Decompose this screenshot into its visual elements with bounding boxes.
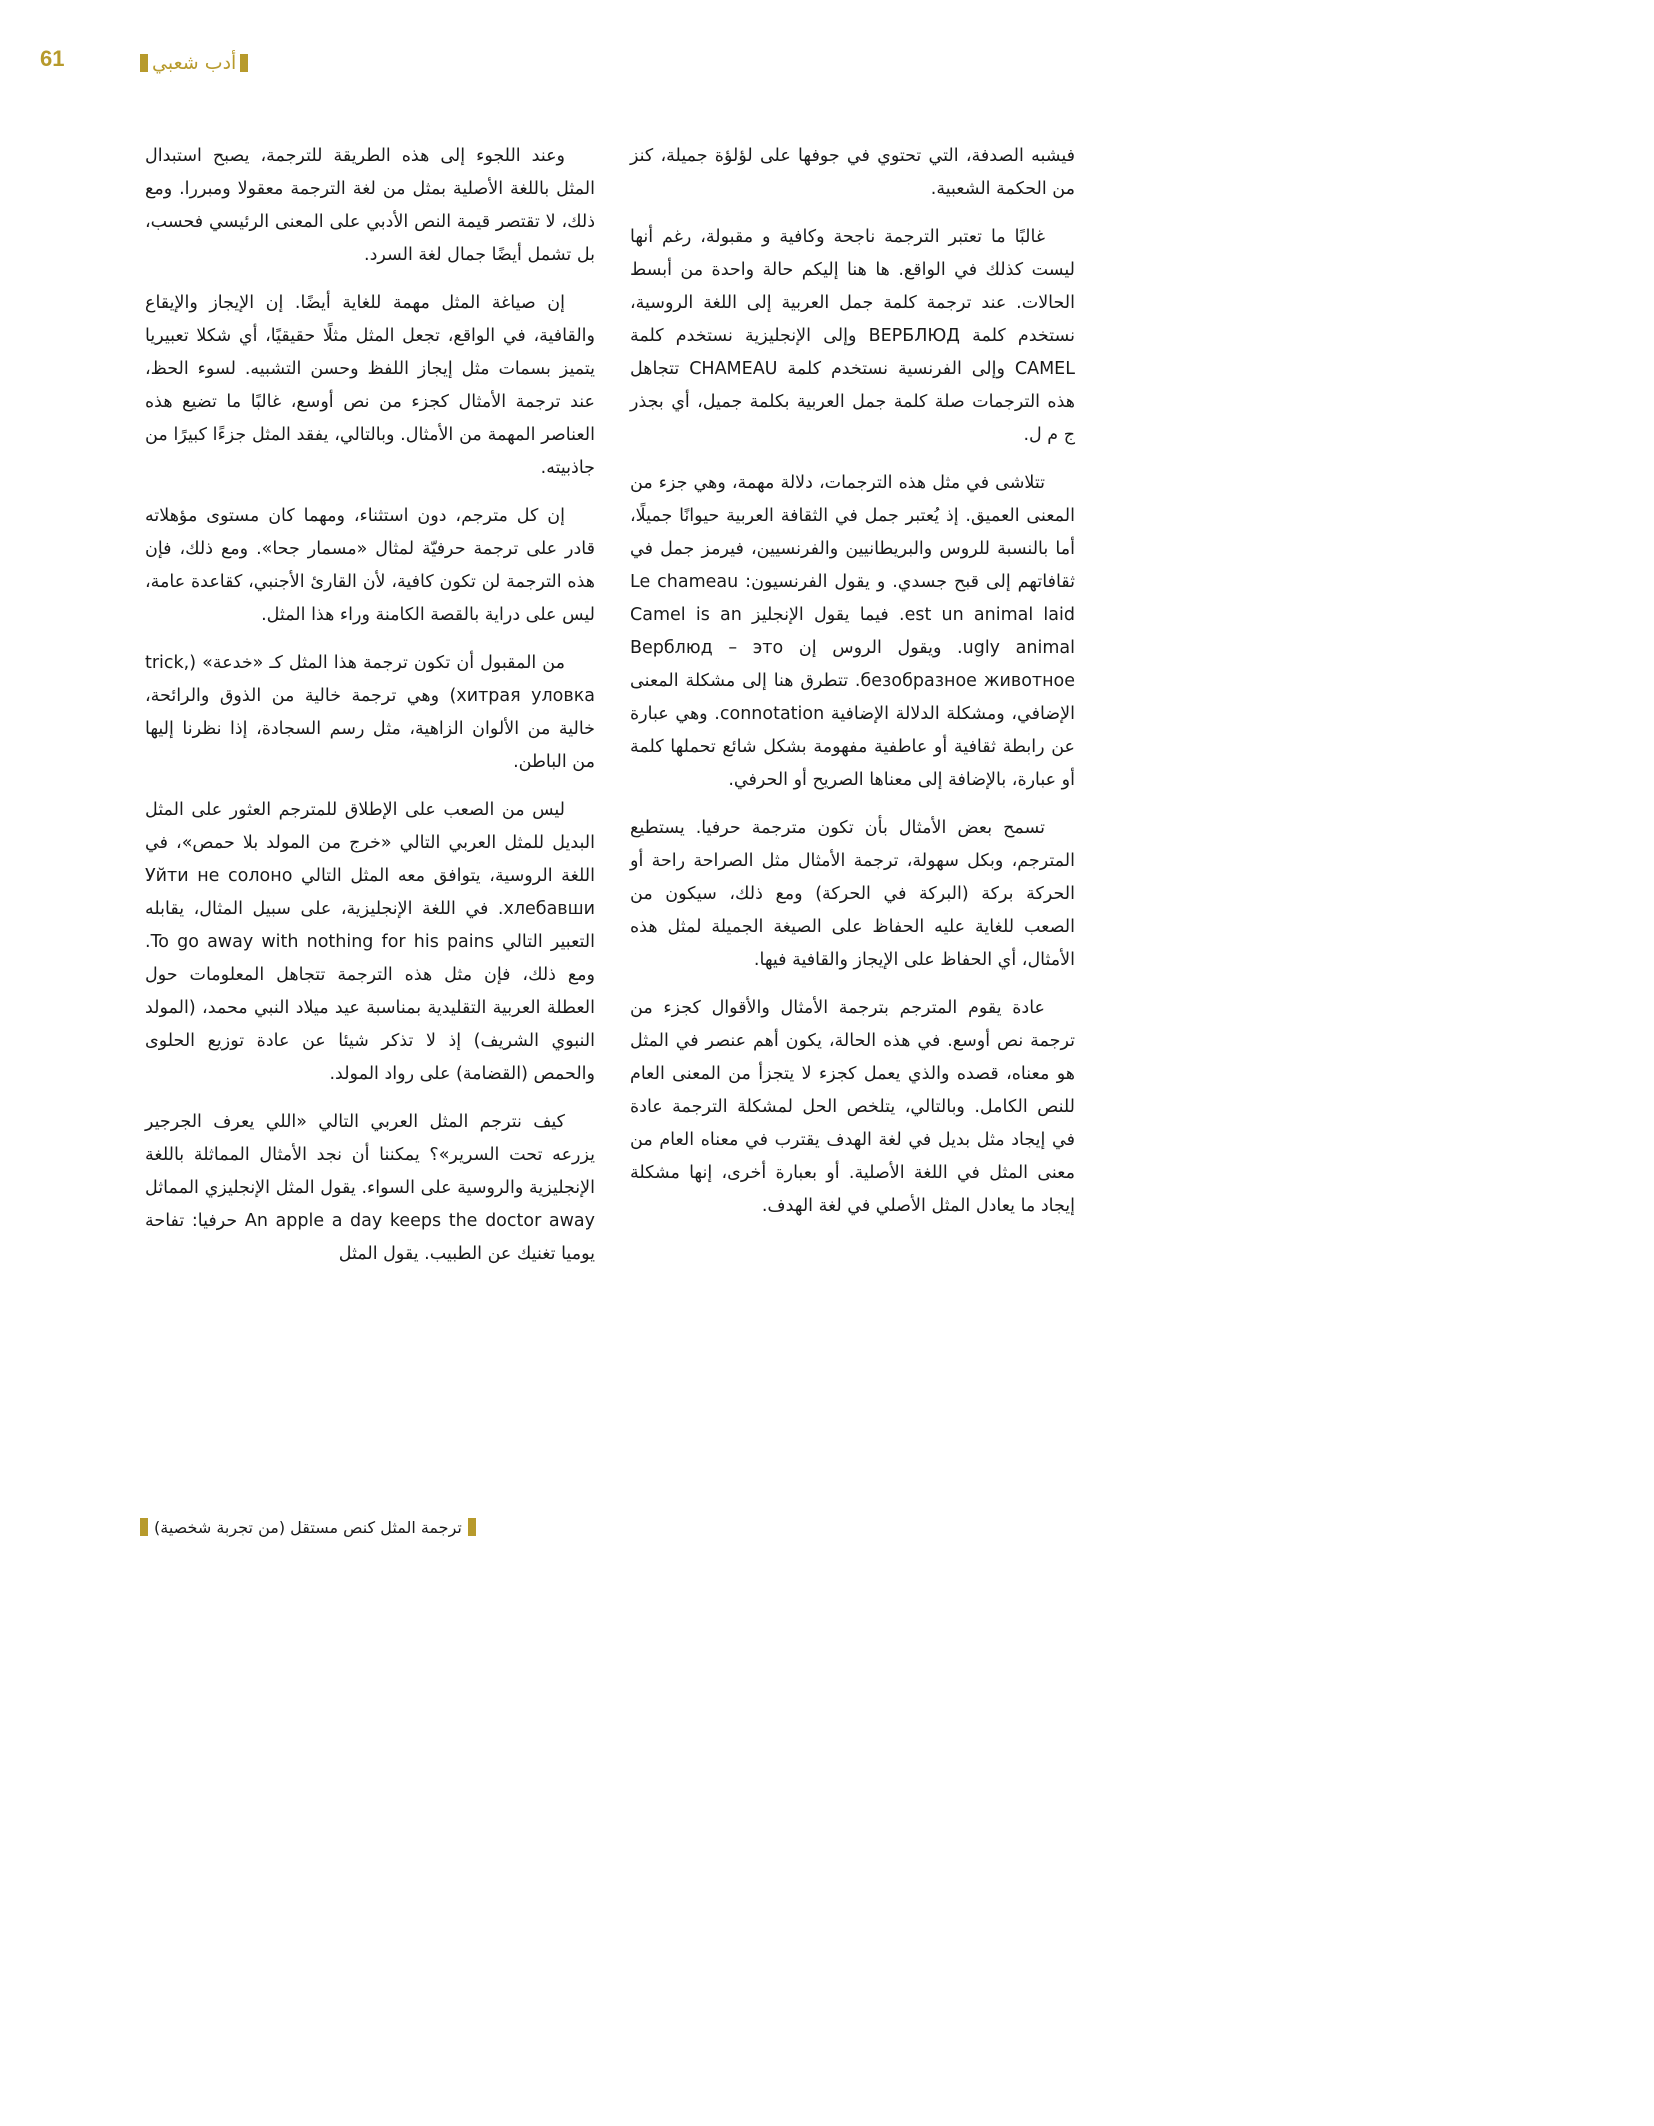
footer-article-title-text: ترجمة المثل كنص مستقل (من تجربة شخصية): [154, 1517, 462, 1537]
paragraph: عادة يقوم المترجم بترجمة الأمثال والأقوال كجزء من ترجمة نص أوسع. في هذه الحالة، يكون أهم عنصر في المثل هو معناه، قصده والذي يعمل كجزء لا يتجزأ من المعنى العام للنص الكامل. وبالتالي، يتلخص الحل لمشكلة الترجمة عادة في إيجاد مثل بديل في لغة الهدف يقترب في معناه العام من معنى المثل في اللغة الأصلية. أو بعبارة أخرى، إنها مشكلة إيجاد ما يعادل المثل الأصلي في لغة الهدف.: [630, 998, 1075, 1216]
paragraph: ليس من الصعب على الإطلاق للمترجم العثور على المثل البديل للمثل العربي التالي «خرج من المولد بلا حمص»، في اللغة الروسية، يتوافق معه المثل التالي Уйти не солоно хлебавши. في اللغة الإنجليزية، على سبيل المثال، يقابله التعبير التالي To go away with nothing for his pains. ومع ذلك، فإن مثل هذه الترجمة تتجاهل المعلومات حول العطلة العربية التقليدية بمناسبة عيد ميلاد النبي محمد، (المولد النبوي الشريف) إذ لا تذكر شيئا عن عادة توزيع الحلوى والحمص (القضامة) على رواد المولد.: [145, 800, 595, 1084]
magazine-title: [140, 50, 248, 76]
right-column: [630, 140, 1075, 1238]
magazine-title-text: أدب شعبي: [152, 52, 237, 74]
footer-marker-icon: [140, 1518, 148, 1536]
paragraph: وعند اللجوء إلى هذه الطريقة للترجمة، يصبح استبدال المثل باللغة الأصلية بمثل من لغة الترجمة معقولا ومبررا. ومع ذلك، لا تقتصر قيمة النص الأدبي على المعنى الرئيسي فحسب، بل تشمل أيضًا جمال لغة السرد.: [145, 146, 595, 265]
paragraph: تسمح بعض الأمثال بأن تكون مترجمة حرفيا. يستطيع المترجم، وبكل سهولة، ترجمة الأمثال مثل الصراحة راحة أو الحركة بركة (البركة في الحركة) ومع ذلك، سيكون من الصعب للغاية عليه الحفاظ على الصيغة الجميلة لمثل هذه الأمثال، أي الحفاظ على الإيجاز والقافية فيها.: [630, 818, 1075, 970]
footer-article-title: [140, 1515, 476, 1539]
page-number: 61: [40, 46, 65, 71]
paragraph: إن صياغة المثل مهمة للغاية أيضًا. إن الإيجاز والإيقاع والقافية، في الواقع، تجعل المثل مثلًا حقيقيًا، أي شكلا تعبيريا يتميز بسمات مثل إيجاز اللفظ وحسن التشبيه. لسوء الحظ، عند ترجمة الأمثال كجزء من نص أوسع، غالبًا ما تضيع هذه العناصر المهمة من الأمثال. وبالتالي، يفقد المثل جزءًا كبيرًا من جاذبيته.: [145, 293, 595, 478]
left-column: [145, 140, 595, 1286]
paragraph: من المقبول أن تكون ترجمة هذا المثل كـ «خدعة» (trick, хитрая уловка) وهي ترجمة خالية من الذوق والرائحة، خالية من الألوان الزاهية، مثل رسم السجادة، إذا نظرنا إليها من الباطن.: [145, 653, 595, 772]
title-marker-icon: [140, 54, 148, 72]
paragraph: غالبًا ما تعتبر الترجمة ناجحة وكافية و مقبولة، رغم أنها ليست كذلك في الواقع. ها هنا إليكم حالة واحدة من أبسط الحالات. عند ترجمة كلمة جمل العربية إلى اللغة الروسية، نستخدم كلمة ВЕРБЛЮД وإلى الإنجليزية نستخدم كلمة CAMEL وإلى الفرنسية نستخدم كلمة CHAMEAU تتجاهل هذه الترجمات صلة كلمة جمل العربية بكلمة جميل، أي بجذر ج م ل.: [630, 227, 1075, 445]
paragraph: كيف نترجم المثل العربي التالي «اللي يعرف الجرجير يزرعه تحت السرير»؟ يمكننا أن نجد الأمثال المماثلة باللغة الإنجليزية والروسية على السواء. يقول المثل الإنجليزي المماثل An apple a day keeps the doctor away حرفيا: تفاحة يوميا تغنيك عن الطبيب. يقول المثل: [145, 1112, 595, 1264]
paragraph: فيشبه الصدفة، التي تحتوي في جوفها على لؤلؤة جميلة، كنز من الحكمة الشعبية.: [630, 146, 1075, 199]
paragraph: إن كل مترجم، دون استثناء، ومهما كان مستوى مؤهلاته قادر على ترجمة حرفيّة لمثال «مسمار جحا». ومع ذلك، فإن هذه الترجمة لن تكون كافية، لأن القارئ الأجنبي، كقاعدة عامة، ليس على دراية بالقصة الكامنة وراء هذا المثل.: [145, 506, 595, 625]
footer-marker-icon: [468, 1518, 476, 1536]
paragraph: تتلاشى في مثل هذه الترجمات، دلالة مهمة، وهي جزء من المعنى العميق. إذ يُعتبر جمل في الثقافة العربية حيوانًا جميلًا، أما بالنسبة للروس والبريطانيين والفرنسيين، فيرمز جمل في ثقافاتهم إلى قبح جسدي. و يقول الفرنسيون: Le chameau est un animal laid. فيما يقول الإنجليز Camel is an ugly animal. ويقول الروس إن Верблюд – это безобразное животное. تتطرق هنا إلى مشكلة المعنى الإضافي، ومشكلة الدلالة الإضافية connotation. وهي عبارة عن رابطة ثقافية أو عاطفية مفهومة بشكل شائع تحملها كلمة أو عبارة، بالإضافة إلى معناها الصريح أو الحرفي.: [630, 473, 1076, 790]
title-marker-icon: [240, 54, 248, 72]
